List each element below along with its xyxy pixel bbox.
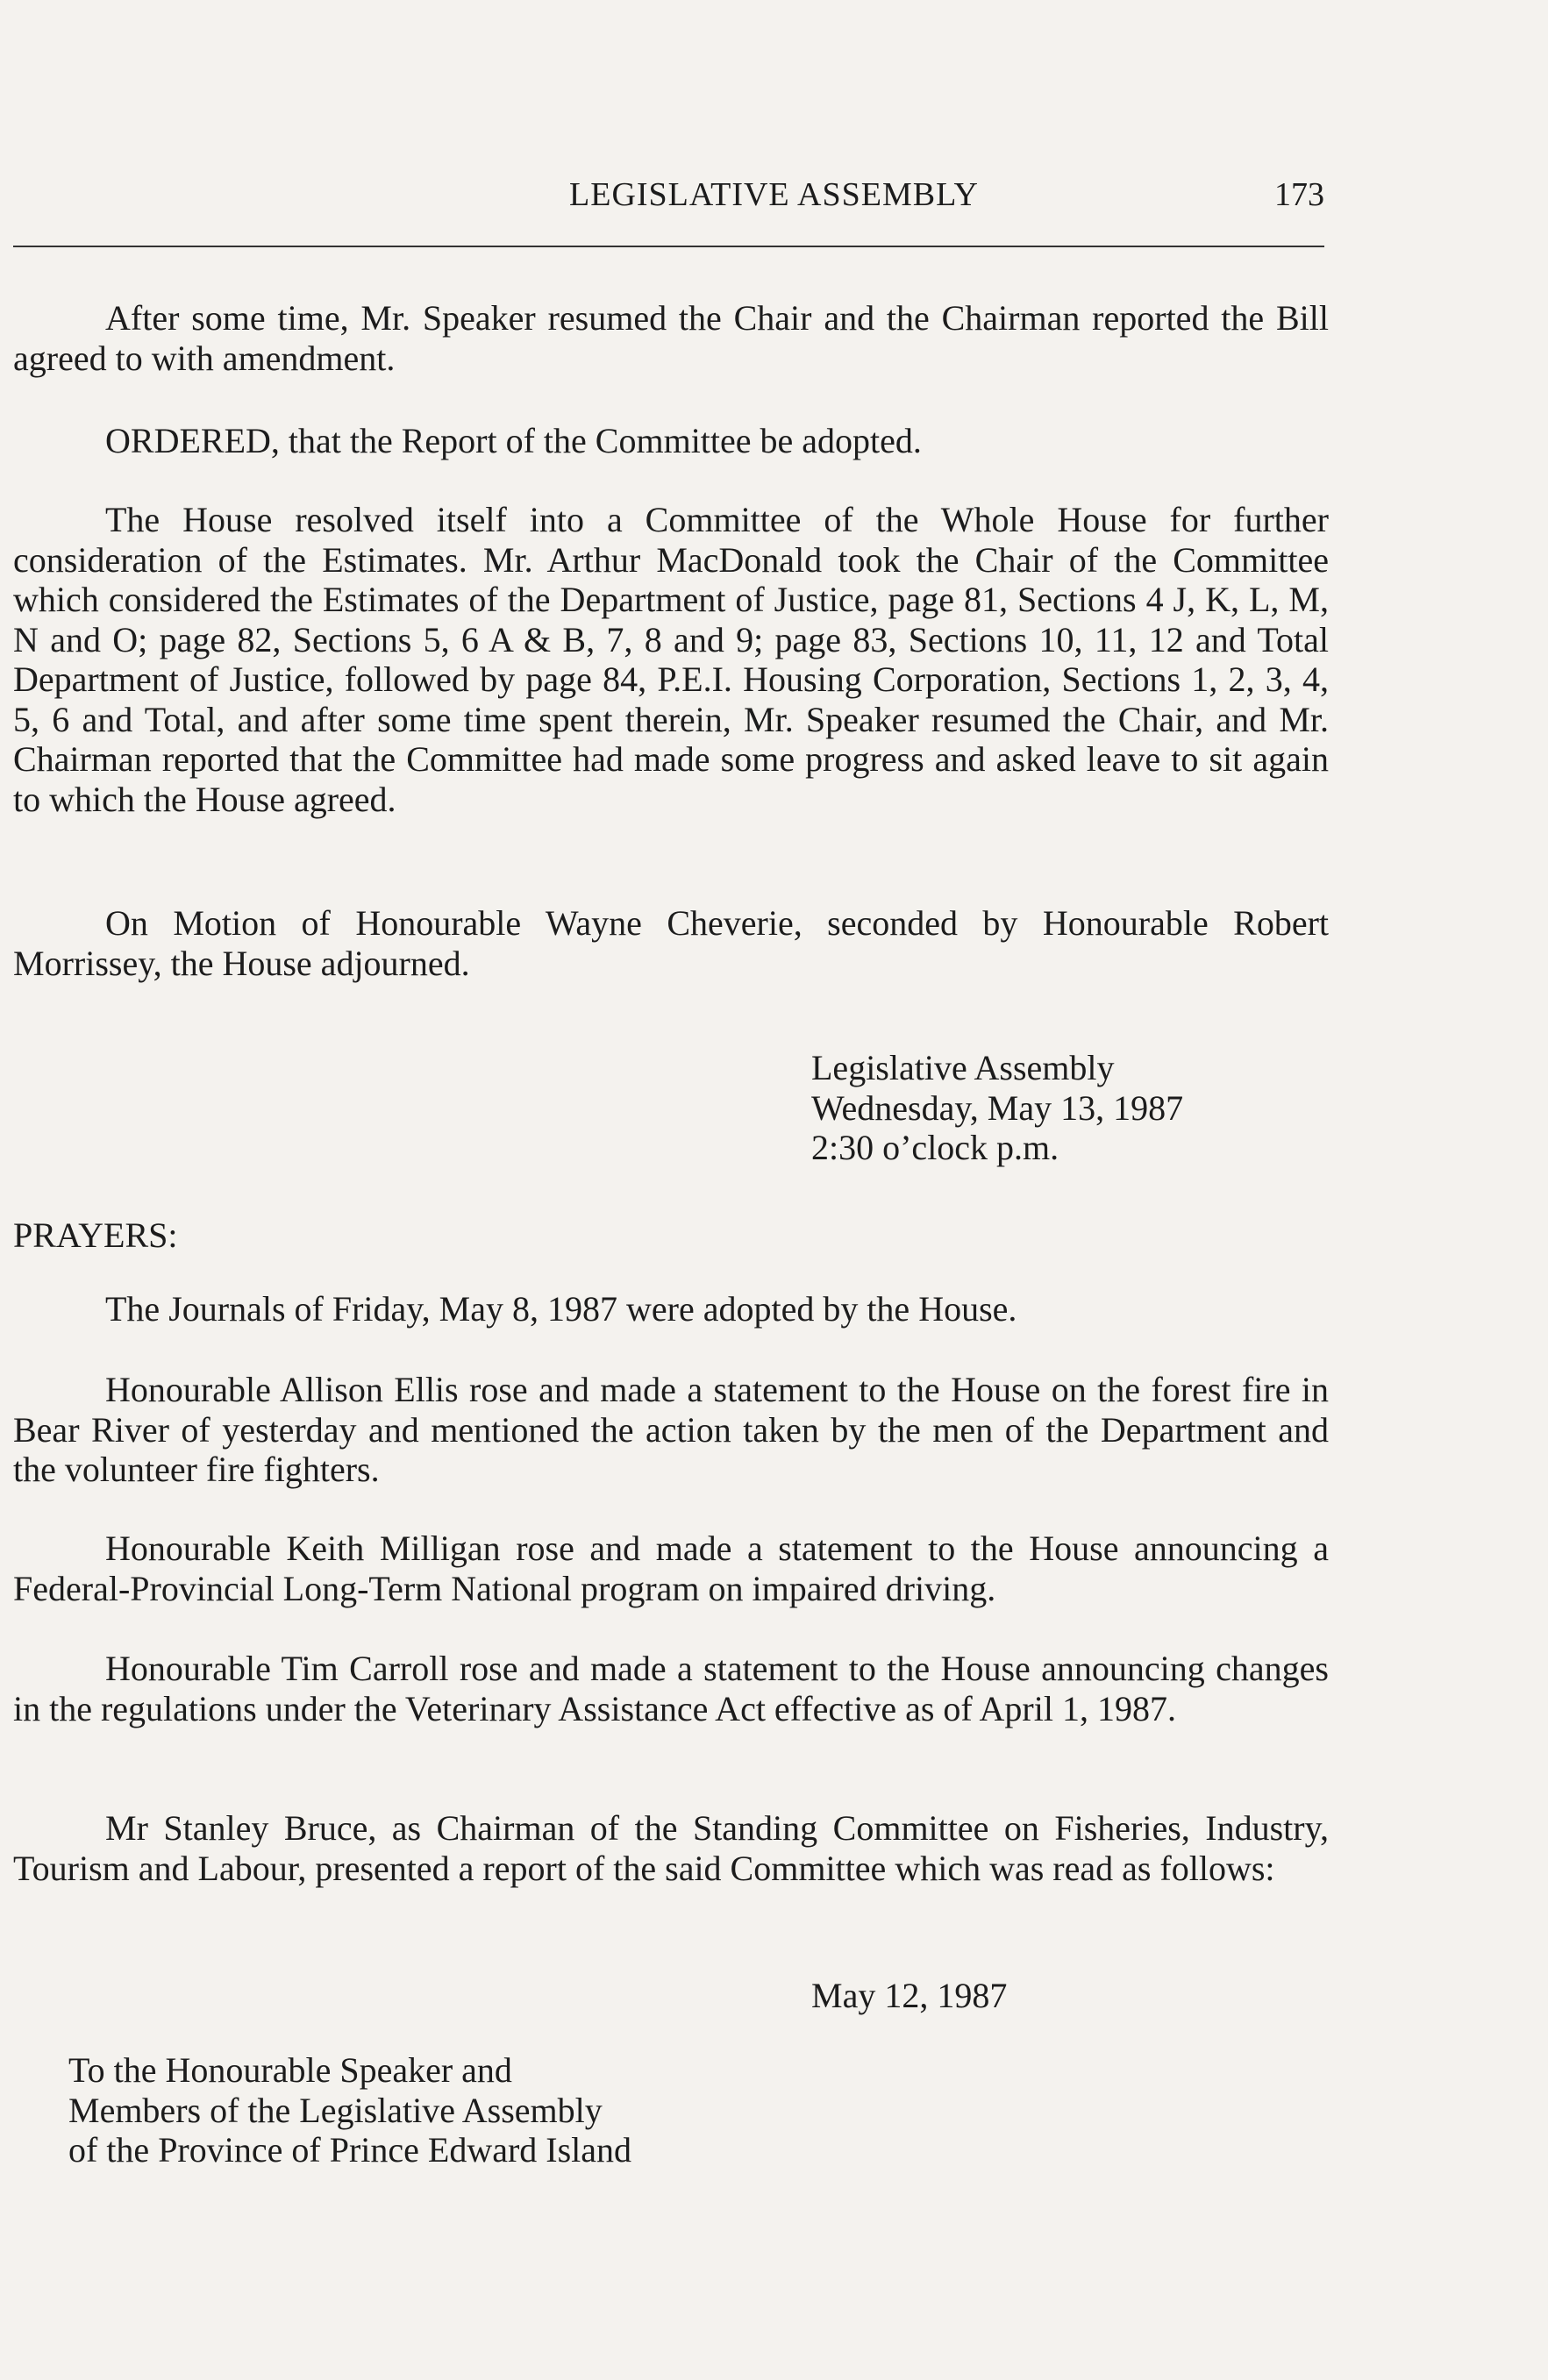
paragraph-committee-report: Mr Stanley Bruce, as Chairman of the Standing Committee on Fisheries, Industry, Tourism and Labour, presented a report of the said Committee which was read as follows: xyxy=(13,1808,1329,1888)
address-line-1: To the Honourable Speaker and xyxy=(68,2050,512,2090)
paragraph-committee-estimates: The House resolved itself into a Committee of the Whole House for further consideration of the Estimates. Mr. Arthur MacDonald took the Chair of the Committee which considered the Estimates of the Department of Justice, page 81, Sections 4 J, K, L, M, N and O; page 82, Sections 5, 6 A & B, 7, 8 and 9; page 83, Sections 10, 11, 12 and Total Department of Justice, followed by page 84, P.E.I. Housing Corporation, Sections 1, 2, 3, 4, 5, 6 and Total, and after some time spent therein, Mr. Speaker resumed the Chair, and Mr. Chairman reported that the Committee had made some progress and asked leave to sit again to which the House agreed. xyxy=(13,500,1329,819)
paragraph-statement-carroll: Honourable Tim Carroll rose and made a statement to the House announcing changes in the regulations under the Veterinary Assistance Act effective as of April 1, 1987. xyxy=(13,1649,1329,1728)
sitting-body: Legislative Assembly xyxy=(811,1048,1115,1087)
sitting-date: Wednesday, May 13, 1987 xyxy=(811,1087,1184,1128)
sitting-time: 2:30 o’clock p.m. xyxy=(811,1128,1059,1167)
address-line-2: Members of the Legislative Assembly xyxy=(68,2090,603,2130)
prayers-label: PRAYERS: xyxy=(13,1215,178,1255)
address-line-3: of the Province of Prince Edward Island xyxy=(68,2130,632,2170)
paragraph-statement-milligan: Honourable Keith Milligan rose and made a statement to the House announcing a Federal-Provincial Long-Term National program on impaired driving. xyxy=(13,1528,1329,1608)
page-number: 173 xyxy=(1274,176,1324,213)
paragraph-ordered: ORDERED, that the Report of the Committee be adopted. xyxy=(105,421,922,460)
report-address xyxy=(68,2050,631,2170)
header-rule xyxy=(13,246,1324,247)
paragraph-journals: The Journals of Friday, May 8, 1987 were adopted by the House. xyxy=(105,1289,1017,1329)
report-date: May 12, 1987 xyxy=(811,1976,1008,2015)
paragraph-statement-ellis: Honourable Allison Ellis rose and made a statement to the House on the forest fire in Bear River of yesterday and mentioned the action taken by the men of the Department and the volunteer fire fighters. xyxy=(13,1370,1329,1489)
paragraph-adjournment: On Motion of Honourable Wayne Cheverie, seconded by Honourable Robert Morrissey, the House adjourned. xyxy=(13,903,1329,983)
paragraph-bill-report: After some time, Mr. Speaker resumed the Chair and the Chairman reported the Bill agreed to with amendment. xyxy=(13,298,1329,378)
sitting-heading xyxy=(811,1048,1183,1168)
running-header: LEGISLATIVE ASSEMBLY xyxy=(569,176,979,213)
